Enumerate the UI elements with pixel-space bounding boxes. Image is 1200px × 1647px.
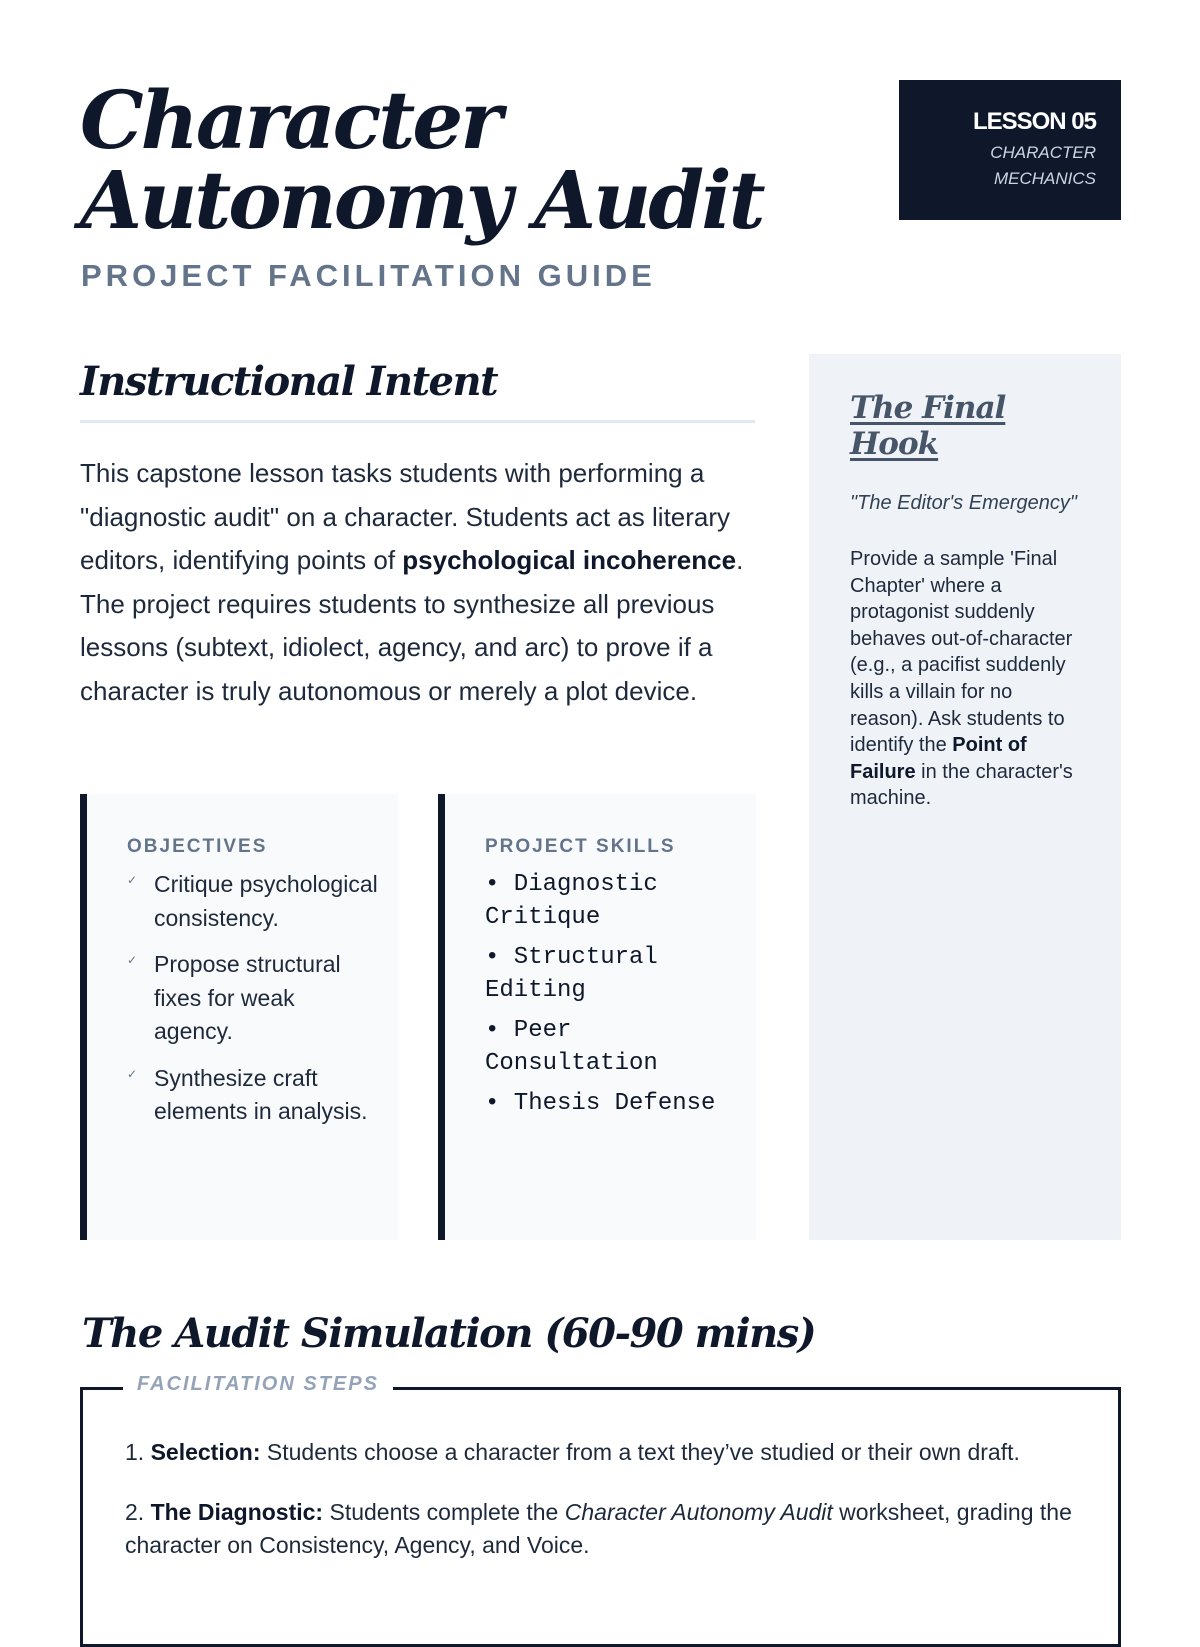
final-hook-quote: "The Editor's Emergency" <box>850 492 1077 514</box>
skill-item: • Peer Consultation <box>485 1017 658 1077</box>
step-text-end: worksheet, grading the character on Consistency, Agency, and Voice. <box>125 1498 1072 1558</box>
final-hook-sidebar <box>809 354 1121 1240</box>
page-title: Character Autonomy Audit <box>80 73 763 247</box>
final-hook-title: The Final Hook <box>850 390 1006 462</box>
check-icon: ✓ <box>127 873 138 887</box>
skills-list <box>485 868 736 1120</box>
skill-item: • Structural Editing <box>485 944 658 1004</box>
step-text: Students choose a character from a text they’ve studied or their own draft. <box>260 1439 1020 1465</box>
objectives-label: OBJECTIVES <box>127 836 268 857</box>
intent-text-1: This capstone lesson tasks students with performing a "diagnostic audit" on a character. Students act as literary editors, identifying points of <box>80 458 731 575</box>
intent-text-2: . The project requires students to synthesize all previous lessons (subtext, idiolect, agency, and arc) to prove if a character is truly autonomous or merely a plot device. <box>80 545 744 706</box>
skills-label: PROJECT SKILLS <box>485 836 676 857</box>
intent-divider <box>80 420 755 423</box>
skill-item: • Thesis Defense <box>485 1090 716 1117</box>
step-title: Selection: <box>150 1439 261 1465</box>
intent-text-bold: psychological incoherence <box>402 545 737 575</box>
objectives-card <box>80 794 398 1240</box>
skill-item: • Diagnostic Critique <box>485 871 658 931</box>
step-title: The Diagnostic: <box>150 1498 324 1525</box>
lesson-number: LESSON 05 <box>972 108 1096 135</box>
lesson-badge <box>899 80 1121 220</box>
intent-heading: Instructional Intent <box>80 358 498 405</box>
step-number: 1. <box>125 1439 151 1465</box>
objectives-list <box>127 868 378 1129</box>
lesson-category-line-1: CHARACTER <box>990 143 1096 162</box>
check-icon: ✓ <box>127 953 138 967</box>
step-item <box>125 1436 1078 1470</box>
final-hook-text-2: in the character's machine. <box>850 760 1073 810</box>
step-text-italic: Character Autonomy Audit <box>564 1498 833 1525</box>
final-hook-text-bold: Point of Failure <box>850 734 1027 783</box>
intent-paragraph <box>80 452 760 713</box>
objective-text: Propose structural fixes for weak agency. <box>154 951 341 1044</box>
lesson-category-line-2: MECHANICS <box>993 169 1096 188</box>
objective-text: Critique psychological consistency. <box>154 871 378 931</box>
final-hook-text-1: Provide a sample 'Final Chapter' where a protagonist suddenly behaves out-of-character (e.g., a pacifist suddenly kills a villain for no reason). Ask students to identify the <box>850 548 1073 757</box>
facilitation-steps-box <box>80 1373 1121 1647</box>
step-item <box>125 1496 1078 1563</box>
objective-item <box>127 948 378 1049</box>
objective-item <box>127 1062 378 1129</box>
step-text: Students complete the <box>323 1498 565 1525</box>
objective-item <box>127 868 378 935</box>
final-hook-body <box>850 546 1081 812</box>
page-subtitle: PROJECT FACILITATION GUIDE <box>81 258 656 293</box>
objective-text: Synthesize craft elements in analysis. <box>154 1064 368 1124</box>
step-number: 2. <box>125 1498 151 1525</box>
simulation-heading: The Audit Simulation (60-90 mins) <box>82 1310 816 1357</box>
facilitation-steps-legend: FACILITATION STEPS <box>123 1373 393 1396</box>
skills-card <box>438 794 756 1240</box>
check-icon: ✓ <box>127 1066 138 1081</box>
